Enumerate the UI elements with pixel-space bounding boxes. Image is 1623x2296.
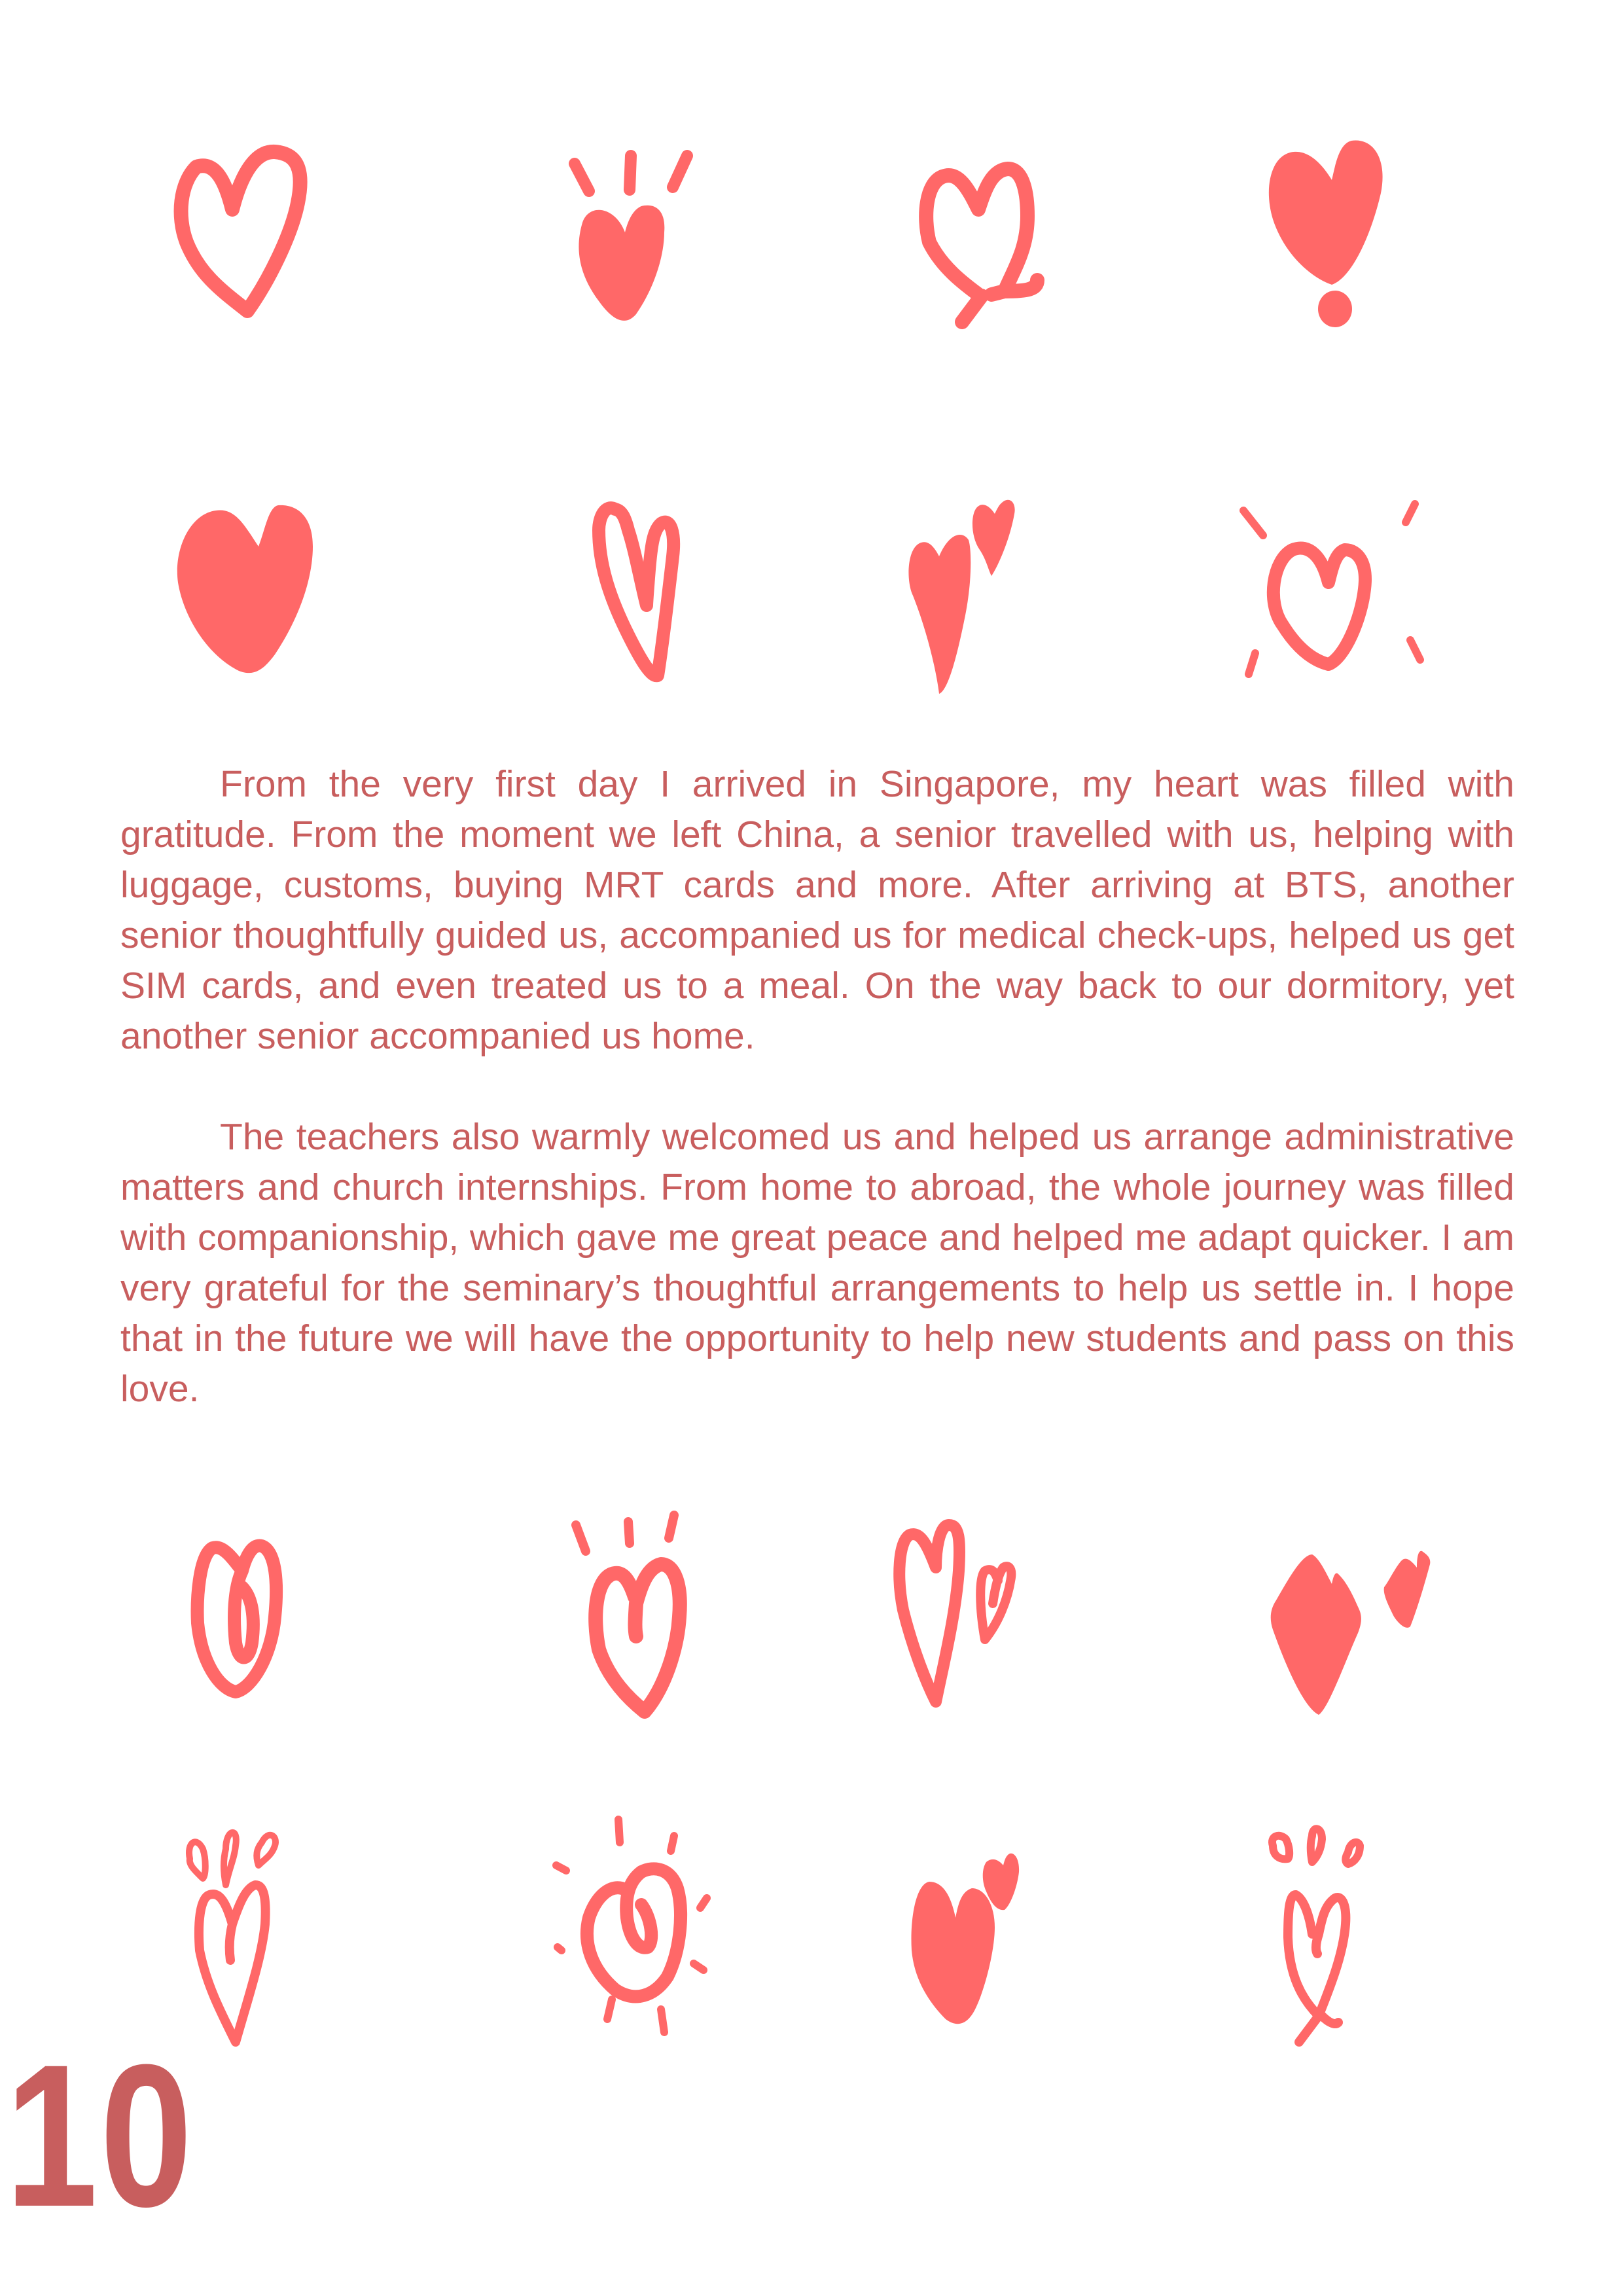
paragraph-1: From the very first day I arrived in Singapore, my heart was filled with gratitude. From the moment we left China, a senior travelled with us, helping with luggage, customs, buying MRT cards and more. After arriving at BTS, another senior thoughtfully guided us, accompanied us for medical check-ups, helped us get SIM cards, and even treated us to a meal. On the way back to our dormitory, yet another senior accompanied us home. [120, 763, 1514, 1057]
two-filled-angular-hearts-icon [1253, 1518, 1463, 1715]
body-text [120, 759, 1514, 1414]
outline-heart-with-rays-icon [1230, 484, 1440, 694]
narrow-outline-heart-icon [569, 491, 713, 687]
outline-heart-with-rays-icon [563, 1499, 720, 1721]
filled-heart-icon [170, 497, 360, 674]
filled-heart-with-rays-icon [563, 144, 720, 327]
page-number: 10 [5, 2022, 195, 2249]
tall-filled-heart-with-small-heart-icon [900, 478, 1083, 700]
paragraph-2: The teachers also warmly welcomed us and helped us arrange administrative matters and church internships. From home to abroad, the whole journey was filled with companionship, which gave me great peace and helped me adapt quicker. I am very grateful for the seminary’s thoughtful arrangements to help us settle in. I hope that in the future we will have the opportunity to help new students and pass on this love. [120, 1116, 1514, 1410]
outline-heart-icon [170, 144, 360, 314]
ribbon-heart-with-droplets-icon [1250, 1820, 1407, 2055]
outline-heart-with-ribbon-icon [916, 144, 1073, 314]
looped-outline-heart-icon [190, 1532, 294, 1708]
outline-heart-with-droplets-icon [177, 1820, 353, 2055]
filled-heart-with-small-heart-icon [900, 1826, 1057, 2029]
two-outline-hearts-icon [887, 1505, 1109, 1715]
filled-heart-exclamation-icon [1253, 137, 1410, 334]
looped-heart-sun-icon [543, 1800, 753, 2049]
